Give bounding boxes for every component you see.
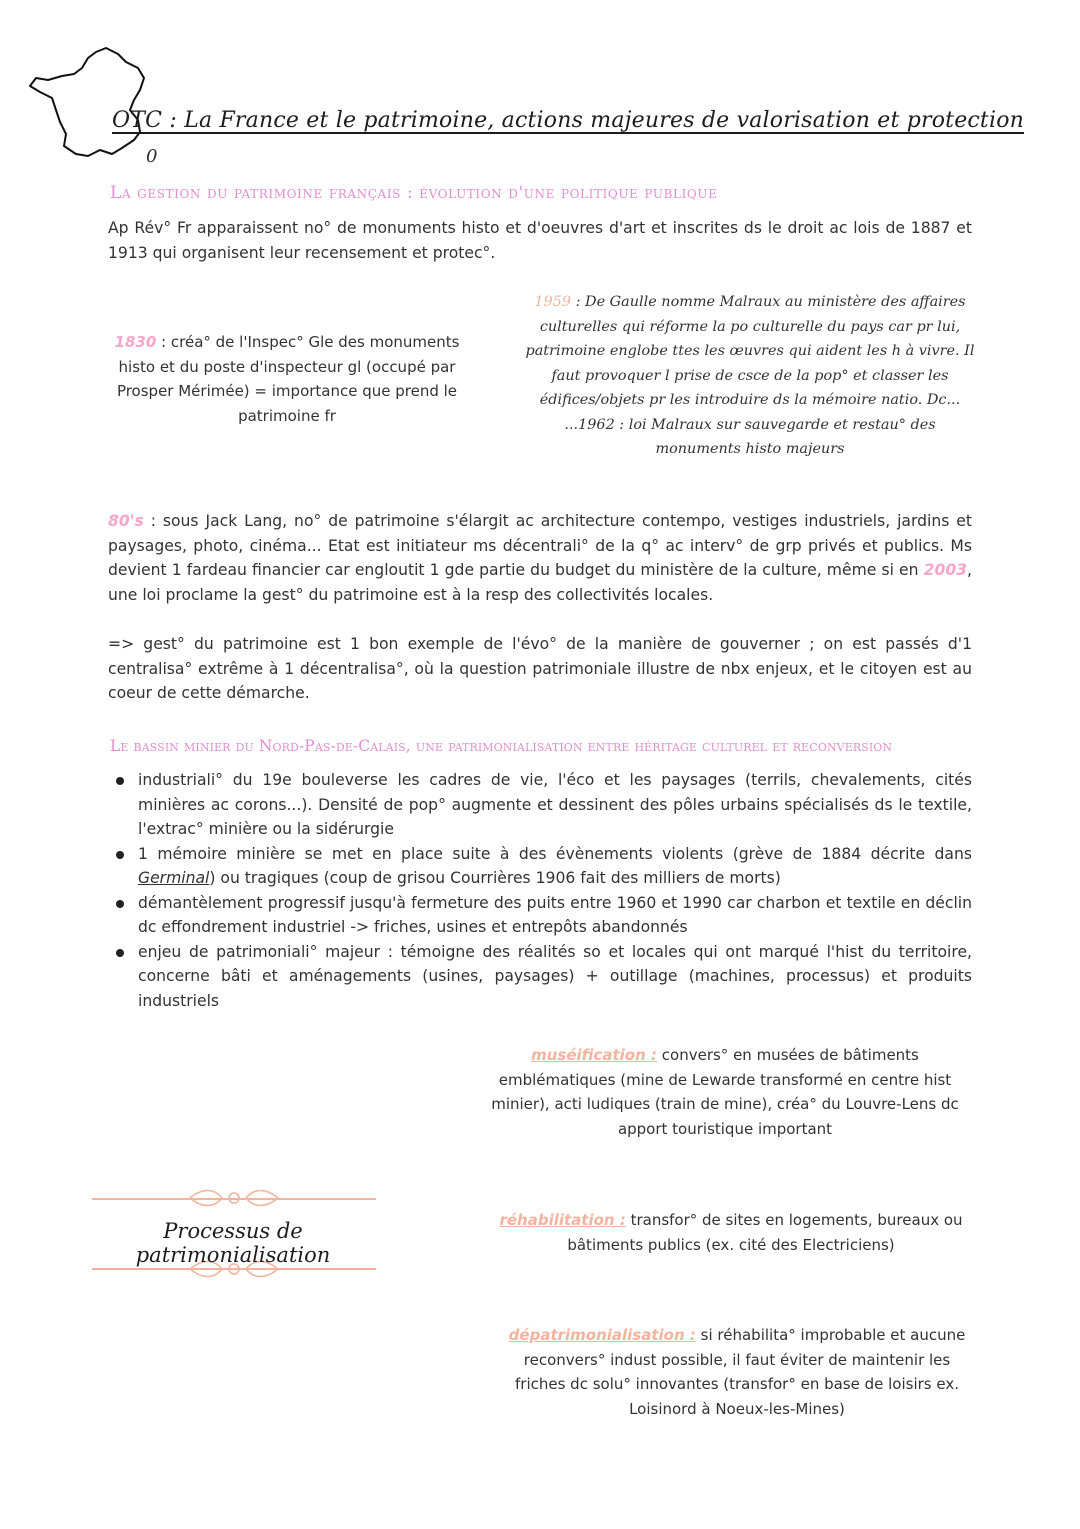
paragraph-80s-text-b: , une loi proclame la gest° du patrimoine est à la resp des collectivités locales. <box>108 561 972 604</box>
conclusion: => gest° du patrimoine est 1 bon exemple de l'évo° de la manière de gouverner ; on est passés d'1 centralisa° extrême à 1 décentralisa°, où la question patrimoniale illustre de nbx enjeux, et le citoyen est au coeur de cette démarche. <box>108 635 972 702</box>
process-depatrimonialisation <box>500 1323 974 1421</box>
paragraph-80s-text-a: : sous Jack Lang, no° de patrimoine s'élargit ac architecture contempo, vestiges industriels, jardins et paysages, photo, cinéma... Etat est initiateur ms décentrali° de la q° ac interv° de grp privés et publics. Ms devient 1 fardeau financier car engloutit 1 gde partie du budget du ministère de la culture, même si en <box>108 512 972 579</box>
process-label: Processus de patrimonialisation <box>135 1219 331 1267</box>
section1-intro: Ap Rév° Fr apparaissent no° de monuments histo et d'oeuvres d'art et inscrites ds le droit ac lois de 1887 et 1913 qui organisent leur recensement et protec°. <box>108 219 972 262</box>
title-note: 0 <box>146 146 158 167</box>
bullet-list <box>108 768 972 1013</box>
section1-heading: La gestion du patrimoine français : évolution d'une politique publique <box>110 183 718 203</box>
list-item: industriali° du 19e bouleverse les cadres de vie, l'éco et les paysages (terrils, chevalements, cités minières ac corons...). Densité de pop° augmente et dessinent des pôles urbains spécialisés ds le textile, l'extrac° minière ou la sidérurgie <box>108 768 972 842</box>
text-depatrimonialisation: si réhabilita° improbable et aucune reconvers° indust possible, il faut éviter de maintenir les friches dc solu° innovantes (transfor° en base de loisirs ex. Loisinord à Noeux-les-Mines) <box>515 1326 966 1418</box>
germinal-title: Germinal <box>138 869 210 887</box>
flourish-ornament-icon <box>186 1186 282 1210</box>
term-museification: muséification : <box>531 1046 658 1064</box>
process-rehabilitation <box>496 1208 966 1257</box>
text-rehabilitation: transfor° de sites en logements, bureaux ou bâtiments publics (ex. cité des Electriciens) <box>567 1211 963 1254</box>
box-1959 <box>522 290 978 462</box>
list-item: enjeu de patrimoniali° majeur : témoigne des réalités so et locales qui ont marqué l'hist du territoire, concerne bâti et aménagements (usines, paysages) + outillage (machines, processus) et produits industriels <box>108 940 972 1014</box>
term-depatrimonialisation: dépatrimonialisation : <box>508 1326 696 1344</box>
paragraph-80s <box>108 509 972 607</box>
box-1830-text: : créa° de l'Inspec° Gle des monuments histo et du poste d'inspecteur gl (occupé par Prosper Mérimée) = importance que prend le patrimoine fr <box>116 333 460 425</box>
year-2003: 2003 <box>923 561 968 579</box>
list-item: démantèlement progressif jusqu'à fermeture des puits entre 1960 et 1990 car charbon et textile en déclin dc effondrement industriel -> friches, usines et entrepôts abandonnés <box>108 891 972 940</box>
term-rehabilitation: réhabilitation : <box>499 1211 626 1229</box>
bullet-memoire-b: ) ou tragiques (coup de grisou Courrières 1906 fait des milliers de morts) <box>209 869 781 887</box>
bullet-memoire-a: 1 mémoire minière se met en place suite à des évènements violents (grève de 1884 décrite dans <box>138 844 972 863</box>
list-item <box>108 842 972 891</box>
section2-heading: Le bassin minier du Nord-Pas-de-Calais, une patrimonialisation entre héritage culturel et reconversion <box>110 737 893 755</box>
process-museification <box>490 1043 960 1141</box>
box-1959-text: : De Gaulle nomme Malraux au ministère des affaires culturelles qui réforme la po culturelle du pays car pr lui, patrimoine englobe ttes les œuvres qui aident les h à vivre. Il faut provoquer l prise de csce de la pop° et classer les édifices/objets pr les introduire ds la mémoire natio. Dc... ...1962 : loi Malraux sur sauvegarde et restau° des monuments histo majeurs <box>525 294 975 457</box>
year-1959: 1959 <box>534 294 572 310</box>
box-1830 <box>94 330 480 428</box>
page-title: OTC : La France et le patrimoine, actions majeures de valorisation et protection <box>112 108 1025 133</box>
text-museification: convers° en musées de bâtiments emblématiques (mine de Lewarde transformé en centre hist minier), acti ludiques (train de mine), créa° du Louvre-Lens dc apport touristique important <box>491 1046 959 1138</box>
year-80s: 80's <box>108 512 144 530</box>
france-map-icon <box>22 44 152 164</box>
year-1830: 1830 <box>114 333 157 351</box>
